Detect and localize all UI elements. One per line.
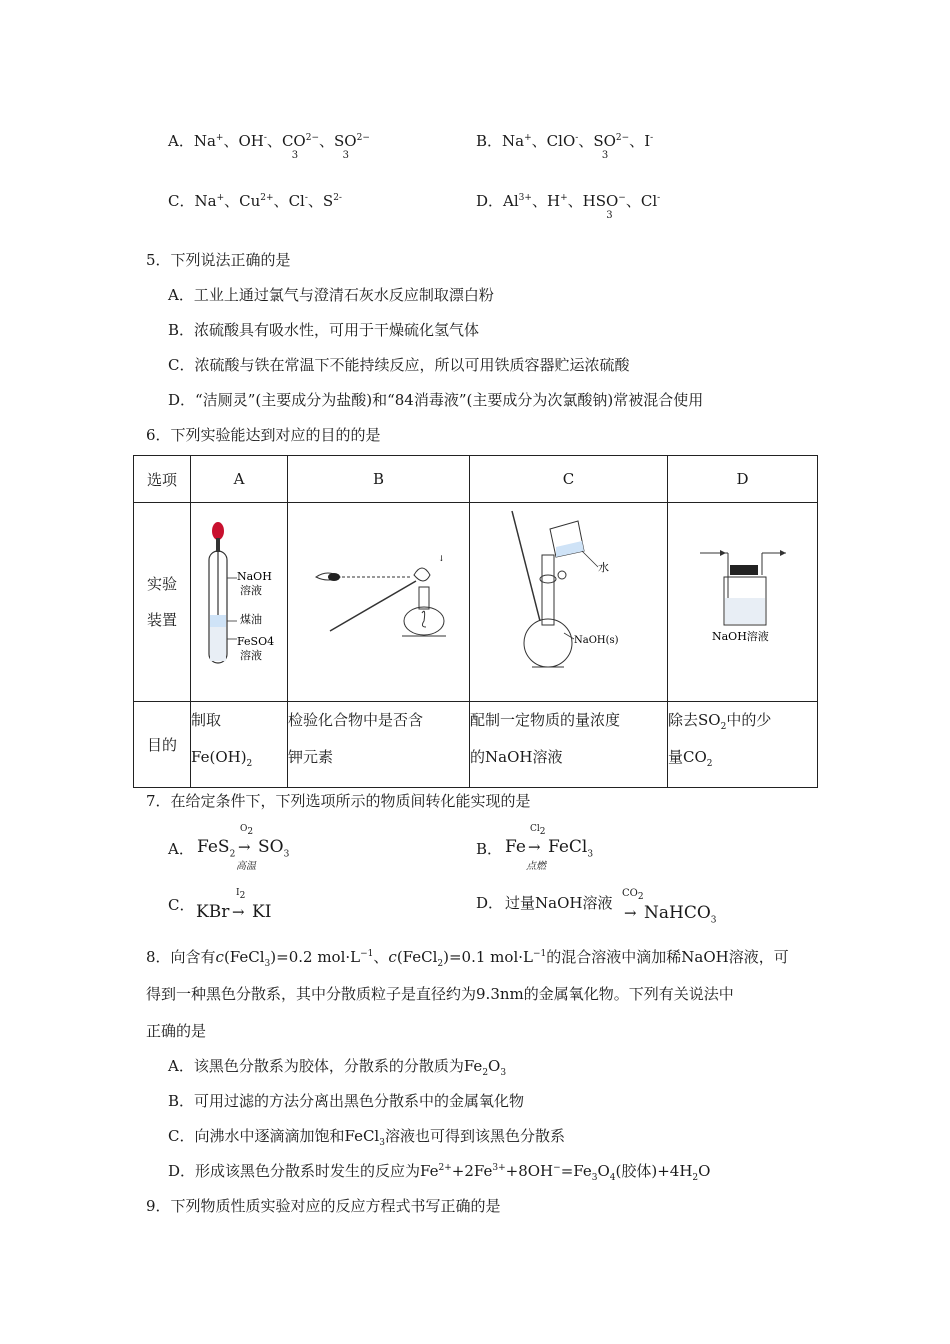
q5-option-b[interactable]: B．浓硫酸具有吸水性，可用于干燥硫化氢气体 — [168, 321, 480, 339]
device-row-label: 实验 装置 — [134, 503, 191, 702]
svg-text:NaOH溶液: NaOH溶液 — [712, 630, 769, 643]
q8-option-b[interactable]: B．可用过滤的方法分离出黑色分散系中的金属氧化物 — [168, 1092, 525, 1110]
q8-stem-line3: 正确的是 — [146, 1022, 207, 1040]
q7-stem: 7．在给定条件下，下列选项所示的物质间转化能实现的是 — [146, 792, 531, 810]
q8-option-a[interactable]: A．该黑色分散系为胶体，分散系的分散质为$Fe_2O_3$ — [168, 1057, 507, 1078]
q6-stem: 6．下列实验能达到对应的目的的是 — [146, 426, 381, 444]
q4-option-d[interactable]: D．$Al^{3+}$、H+、HSO− 3 、Cl- — [476, 192, 661, 221]
svg-text:溶液: 溶液 — [240, 584, 262, 597]
dropper-bulb — [212, 522, 224, 540]
header-a: A — [191, 456, 288, 503]
q5-option-d[interactable]: D．“洁厕灵”(主要成分为盐酸)和“84消毒液”(主要成分为次氯酸钠)常被混合使用 — [168, 391, 704, 409]
figure-a-cell — [191, 503, 288, 702]
gas-washing-bottle-figure — [668, 503, 817, 697]
table-purpose-row — [134, 702, 818, 788]
q8-option-d[interactable]: D．形成该黑色分散系时发生的反应为$Fe^{2+}+2Fe^{3+}+8OH^-=Fe_3O_4$(胶体)$+4H_2O$ — [168, 1162, 711, 1183]
header-option-label: 选项 — [134, 456, 191, 503]
purpose-d: 除去$SO_2$中的少 量$CO_2$ — [668, 702, 818, 788]
test-tube-figure — [191, 503, 287, 697]
purpose-row-label: 目的 — [134, 702, 191, 788]
figure-b-cell — [288, 503, 470, 702]
q7-option-c[interactable]: C． $I_2$ KBr → KI — [168, 888, 272, 922]
q8-option-c[interactable]: C．向沸水中逐滴滴加饱和FeCl$_3$溶液也可得到该黑色分散系 — [168, 1127, 565, 1148]
header-b: B — [288, 456, 470, 503]
q5-option-c[interactable]: C．浓硫酸与铁在常温下不能持续反应，所以可用铁质容器贮运浓硫酸 — [168, 356, 630, 374]
q8-stem-line2: 得到一种黑色分散系，其中分散质粒子是直径约为9.3nm的金属氧化物。下列有关说法中 — [146, 985, 734, 1003]
flame-test-figure — [288, 503, 469, 697]
q7-option-b[interactable]: B． Fe $Cl_2$ → 点燃 FeCl$_3$ — [476, 824, 594, 872]
svg-text:↓: ↓ — [438, 554, 445, 563]
experiment-table — [133, 455, 818, 788]
header-c: C — [470, 456, 668, 503]
q4-option-c[interactable]: C．Na+、$Cu^{2+}$、Cl-、$S^{2-}$ — [168, 192, 342, 210]
q5-option-a[interactable]: A．工业上通过氯气与澄清石灰水反应制取漂白粉 — [168, 286, 494, 304]
svg-text:水: 水 — [598, 561, 609, 574]
volumetric-flask-figure — [470, 503, 667, 697]
svg-text:NaOH(s): NaOH(s) — [574, 635, 619, 646]
purpose-a: 制取 $Fe(OH)_2$ — [191, 702, 288, 788]
q7-option-a[interactable]: A． FeS$_2$ $O_2$ → 高温 $SO_3$ — [168, 824, 290, 872]
svg-text:FeSO4: FeSO4 — [237, 635, 275, 648]
svg-text:NaOH: NaOH — [237, 570, 272, 583]
q5-stem: 5．下列说法正确的是 — [146, 251, 291, 269]
table-device-row — [134, 503, 818, 702]
q9-stem: 9．下列物质性质实验对应的反应方程式书写正确的是 — [146, 1197, 501, 1215]
q4-option-a[interactable]: A．Na+、OH-、$CO^{2-}$ 3 、$SO^{2-}$ 3 — [168, 132, 370, 161]
svg-text:溶液: 溶液 — [240, 649, 262, 662]
q7-option-d[interactable]: D． 过量NaOH溶液 $CO_2$ → NaHCO$_3$ — [476, 888, 717, 926]
header-d: D — [668, 456, 818, 503]
q4-option-b[interactable]: B．Na+、ClO-、$SO^{2-}$ 3 、I- — [476, 132, 654, 161]
figure-d-cell — [668, 503, 818, 702]
figure-c-cell — [470, 503, 668, 702]
table-header-row — [134, 456, 818, 503]
q8-stem-line1: 8．向含有c(FeCl$_3$)=0.2 $mol\cdot L^{-1}$、c(FeCl$_2$)=0.1 $mol\cdot L^{-1}$的混合溶液中滴加稀NaOH溶液，可 — [146, 948, 789, 969]
svg-text:煤油: 煤油 — [240, 613, 262, 626]
purpose-b: 检验化合物中是否含 钾元素 — [288, 702, 470, 788]
purpose-c: 配制一定物质的量浓度 的NaOH溶液 — [470, 702, 668, 788]
